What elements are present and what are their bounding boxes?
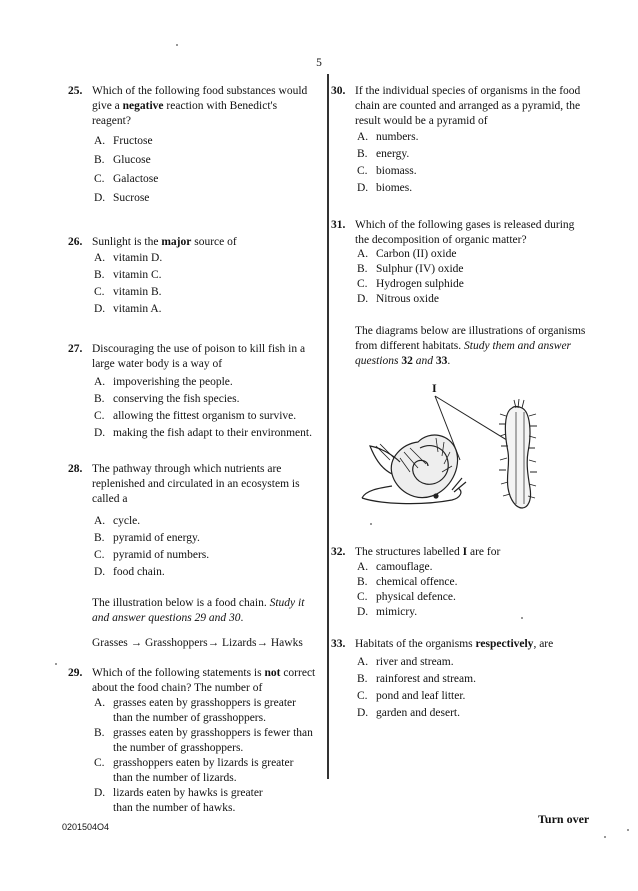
question-text bbox=[92, 342, 324, 372]
option-d[interactable]: D. garden and desert. bbox=[357, 707, 460, 719]
option-a[interactable]: A. camouflage. bbox=[357, 561, 433, 573]
option-c[interactable]: C. biomass. bbox=[357, 165, 417, 177]
question-number: 25. bbox=[68, 85, 83, 97]
option-b[interactable]: B. chemical offence. bbox=[357, 576, 458, 588]
option-a[interactable]: A. river and stream. bbox=[357, 656, 454, 668]
question-31 bbox=[331, 218, 591, 308]
instructions-32-33: The diagrams below are illustrations of organisms from different habitats. Study them and answer questions 32 and 33. bbox=[355, 325, 586, 367]
question-32 bbox=[331, 545, 591, 625]
question-text-line: called a bbox=[92, 493, 128, 505]
option-a[interactable]: A. grasses eaten by grasshoppers is greater than the number of grasshoppers. bbox=[94, 697, 296, 724]
option-b[interactable]: B. pyramid of energy. bbox=[94, 532, 200, 544]
question-26 bbox=[68, 235, 324, 320]
turn-over-text: Turn over bbox=[538, 812, 590, 826]
question-30 bbox=[331, 84, 591, 199]
question-text-line: If the individual species of organisms in the food bbox=[355, 85, 581, 97]
question-number: 32. bbox=[331, 546, 346, 558]
question-28 bbox=[68, 462, 324, 582]
option-a[interactable]: A. vitamin D. bbox=[94, 252, 163, 264]
question-text-line: The pathway through which nutrients are bbox=[92, 463, 282, 475]
option-c[interactable]: C. pond and leaf litter. bbox=[357, 690, 466, 702]
option-c[interactable]: C. Galactose bbox=[94, 173, 159, 185]
option-d[interactable]: D. vitamin A. bbox=[94, 303, 162, 315]
question-text-line: Which of the following gases is released during bbox=[355, 219, 575, 231]
option-c[interactable]: C. allowing the fittest organism to survive. bbox=[94, 410, 297, 422]
label-i: I bbox=[432, 381, 437, 395]
question-text: Habitats of the organisms respectively, are bbox=[355, 638, 554, 650]
option-c[interactable]: C. physical defence. bbox=[357, 591, 456, 603]
question-text bbox=[92, 462, 324, 507]
question-number: 26. bbox=[68, 236, 83, 248]
question-text-line: reagent? bbox=[92, 115, 131, 127]
question-text bbox=[92, 666, 326, 696]
question-text bbox=[355, 218, 591, 248]
question-33 bbox=[331, 637, 591, 722]
scan-speck bbox=[604, 836, 606, 838]
option-b[interactable]: B. Glucose bbox=[94, 154, 151, 166]
option-a[interactable]: A. cycle. bbox=[94, 515, 141, 527]
option-c[interactable]: C. pyramid of numbers. bbox=[94, 549, 210, 561]
option-d[interactable]: D. mimicry. bbox=[357, 606, 418, 618]
option-d[interactable]: D. making the fish adapt to their environment. bbox=[94, 427, 312, 439]
scan-speck bbox=[627, 829, 629, 831]
question-number: 31. bbox=[331, 219, 346, 231]
question-text bbox=[92, 84, 324, 129]
question-number: 29. bbox=[68, 667, 83, 679]
scan-speck bbox=[55, 663, 57, 665]
option-a[interactable]: A. numbers. bbox=[357, 131, 419, 143]
scan-speck bbox=[176, 44, 178, 46]
instructions-29-30: The illustration below is a food chain. Study it and answer questions 29 and 30. bbox=[92, 597, 305, 624]
scan-speck bbox=[370, 523, 372, 525]
option-c[interactable]: C. vitamin B. bbox=[94, 286, 162, 298]
question-text-line: the decomposition of organic matter? bbox=[355, 234, 527, 246]
option-d[interactable]: D. Nitrous oxide bbox=[357, 293, 439, 305]
question-text-line: Discouraging the use of poison to kill fish in a bbox=[92, 343, 306, 355]
option-d[interactable]: D. lizards eaten by hawks is greater than the number of hawks. bbox=[94, 787, 263, 814]
question-number: 30. bbox=[331, 85, 346, 97]
organisms-diagram bbox=[340, 372, 560, 522]
option-c[interactable]: C. grasshoppers eaten by lizards is greater than the number of lizards. bbox=[94, 757, 294, 784]
option-b[interactable]: B. conserving the fish species. bbox=[94, 393, 240, 405]
question-text-line: Which of the following statements is not correct bbox=[92, 667, 316, 679]
question-29 bbox=[68, 666, 326, 816]
food-chain: Grasses → Grasshoppers→ Lizards→ Hawks bbox=[92, 637, 303, 649]
option-d[interactable]: D. food chain. bbox=[94, 566, 165, 578]
option-b[interactable]: B. vitamin C. bbox=[94, 269, 162, 281]
option-a[interactable]: A. Carbon (II) oxide bbox=[357, 248, 457, 260]
question-25 bbox=[68, 84, 324, 214]
question-text-line: Which of the following food substances would bbox=[92, 85, 308, 97]
option-a[interactable]: A. impoverishing the people. bbox=[94, 376, 233, 388]
question-27 bbox=[68, 342, 324, 444]
option-b[interactable]: B. grasses eaten by grasshoppers is fewer than the number of grasshoppers. bbox=[94, 727, 313, 754]
option-b[interactable]: B. energy. bbox=[357, 148, 410, 160]
column-divider bbox=[327, 74, 329, 779]
question-text-line: large water body is a way of bbox=[92, 358, 223, 370]
question-text bbox=[355, 84, 591, 129]
option-b[interactable]: B. rainforest and stream. bbox=[357, 673, 476, 685]
question-text: Sunlight is the major source of bbox=[92, 236, 237, 248]
question-number: 28. bbox=[68, 463, 83, 475]
option-c[interactable]: C. Hydrogen sulphide bbox=[357, 278, 464, 290]
option-d[interactable]: D. Sucrose bbox=[94, 192, 150, 204]
question-text-line: result would be a pyramid of bbox=[355, 115, 488, 127]
question-text-line: replenished and circulated in an ecosystem is bbox=[92, 478, 300, 490]
question-text: The structures labelled I are for bbox=[355, 546, 501, 558]
question-number: 27. bbox=[68, 343, 83, 355]
option-d[interactable]: D. biomes. bbox=[357, 182, 413, 194]
page-number: 5 bbox=[316, 57, 322, 69]
question-text-line: chain are counted and arranged as a pyramid, the bbox=[355, 100, 581, 112]
option-a[interactable]: A. Fructose bbox=[94, 135, 153, 147]
question-number: 33. bbox=[331, 638, 346, 650]
option-b[interactable]: B. Sulphur (IV) oxide bbox=[357, 263, 464, 275]
snail-illustration bbox=[362, 435, 466, 504]
cactus-illustration bbox=[499, 399, 537, 508]
paper-code: 0201504O4 bbox=[62, 822, 110, 832]
question-text-line: about the food chain? The number of bbox=[92, 682, 263, 694]
question-text-line: give a negative reaction with Benedict's bbox=[92, 100, 278, 112]
